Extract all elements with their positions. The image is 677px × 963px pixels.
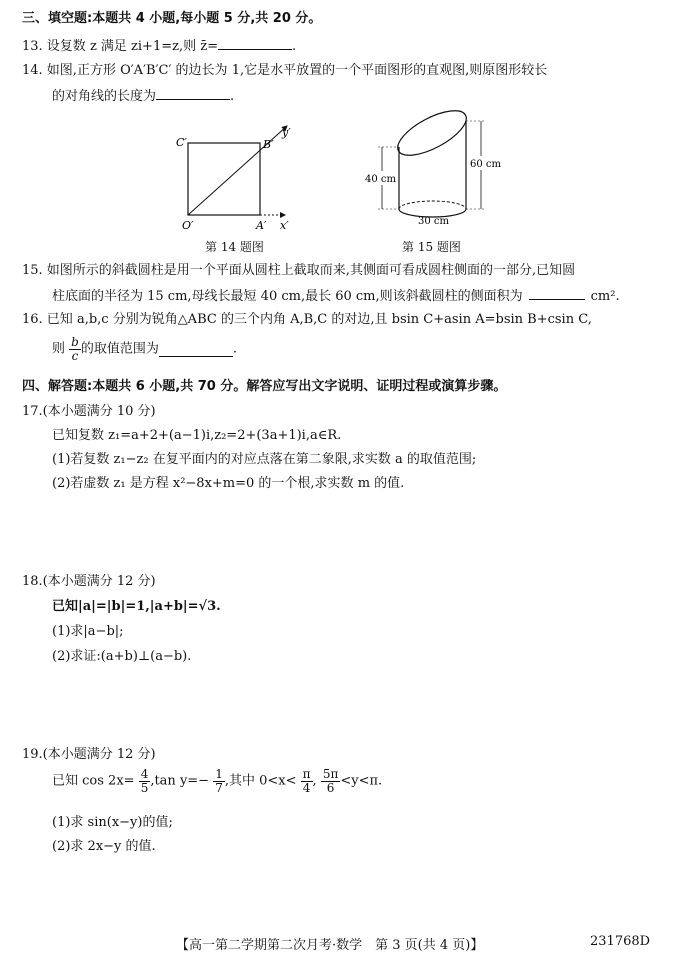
label-y: y′ [282,126,291,139]
left-length-label: 40 cm [365,174,396,185]
bottom-ellipse-back [399,201,466,209]
answer-blank-14[interactable] [156,86,230,100]
square-oabc [188,143,260,215]
fraction-denominator: 5 [140,781,149,795]
bottom-length-label: 30 cm [418,216,449,227]
fraction-denominator: c [71,349,79,363]
figure-15-caption: 第 15 题图 [402,240,461,254]
question-14-line-2 [52,86,234,106]
question-19-given [52,768,382,806]
question-15-line-1: 15. 如图所示的斜截圆柱是用一个平面从圆柱上截取而来,其侧面可看成圆柱侧面的一部分,已知圆 [22,263,576,278]
fraction-b-over-c [69,336,81,363]
question-13-end: . [291,39,297,54]
question-15-unit: cm². [590,289,620,304]
fraction-numerator: 1 [215,767,223,781]
question-17-part-2: (2)若虚数 z₁ 是方程 x²−8x+m=0 的一个根,求实数 m 的值. [52,476,405,491]
fraction-numerator: 5π [322,767,339,781]
given-x-range: ,其中 0<x< [224,773,297,789]
fraction-pi-4 [301,768,313,795]
question-16-line-2 [52,336,237,372]
given-separator: , [312,773,317,789]
fraction-numerator: π [302,767,311,781]
question-13 [22,36,296,56]
question-16-suffix: 的取值范围为 [80,341,159,357]
label-a: A′ [256,219,267,232]
fraction-denominator: 7 [215,781,223,795]
fraction-numerator: 4 [140,767,149,781]
answer-blank-15[interactable] [529,286,585,300]
section-4-heading: 四、解答题:本题共 6 小题,共 70 分。解答应写出文字说明、证明过程或演算步骤。 [22,379,507,394]
question-15-line-2-text: 柱底面的半径为 15 cm,母线长最短 40 cm,最长 60 cm,则该斜截圆柱的侧面积为 [52,289,523,304]
fraction-1-7 [213,768,225,795]
figure-15-diagram [360,103,510,233]
label-x: x′ [280,219,289,232]
fraction-denominator: 4 [302,781,311,795]
fraction-4-5 [139,768,151,795]
question-18-part-1: (1)求|a−b|; [52,624,124,639]
slanted-top-ellipse [391,103,472,164]
question-17-given: 已知复数 z₁=a+2+(a−1)i,z₂=2+(3a+1)i,a∈R. [52,428,342,443]
page-footer: 【高一第二学期第二次月考·数学 第 3 页(共 4 页)】 [176,938,484,953]
question-13-text: 13. 设复数 z 满足 zi+1=z,则 z̄= [22,39,218,54]
question-17-title: 17.(本小题满分 10 分) [22,404,156,419]
question-16-end: . [232,341,237,357]
fraction-5pi-6 [321,768,341,795]
figure-14-diagram [170,118,310,236]
question-18-title: 18.(本小题满分 12 分) [22,574,156,589]
answer-blank-13[interactable] [218,36,292,50]
given-tan: ,tan y=− [150,773,210,789]
question-14-end: . [230,89,235,104]
label-o: O′ [182,219,194,232]
fraction-denominator: 6 [326,781,335,795]
question-16-line-1: 16. 已知 a,b,c 分别为锐角△ABC 的三个内角 A,B,C 的对边,且 bsin C+asin A=bsin B+csin C, [22,312,592,327]
question-19-part-1: (1)求 sin(x−y)的值; [52,815,173,830]
answer-blank-16[interactable] [159,343,233,357]
question-17-part-1: (1)若复数 z₁−z₂ 在复平面内的对应点落在第二象限,求实数 a 的取值范围; [52,452,477,467]
question-18-given: 已知|a|=|b|=1,|a+b|=√3. [52,599,221,614]
question-14-line-2-text: 的对角线的长度为 [52,89,157,104]
question-19-title: 19.(本小题满分 12 分) [22,747,156,762]
fraction-numerator: b [71,335,79,349]
exam-code: 231768D [590,934,651,949]
label-c: C′ [176,136,187,149]
question-18-part-2: (2)求证:(a+b)⊥(a−b). [52,649,192,664]
given-y-range: <y<π. [340,773,383,789]
label-b: B′ [263,138,274,151]
question-19-part-2: (2)求 2x−y 的值. [52,839,156,854]
question-14-line-1: 14. 如图,正方形 O′A′B′C′ 的边长为 1,它是水平放置的一个平面图形的直观图,则原图形较长 [22,63,548,78]
given-cos: 已知 cos 2x= [52,773,135,789]
figure-14-caption: 第 14 题图 [205,240,264,254]
question-16-prefix: 则 [52,341,66,357]
right-length-label: 60 cm [470,159,501,170]
section-3-heading: 三、填空题:本题共 4 小题,每小题 5 分,共 20 分。 [22,11,322,26]
question-15-line-2 [52,286,620,306]
